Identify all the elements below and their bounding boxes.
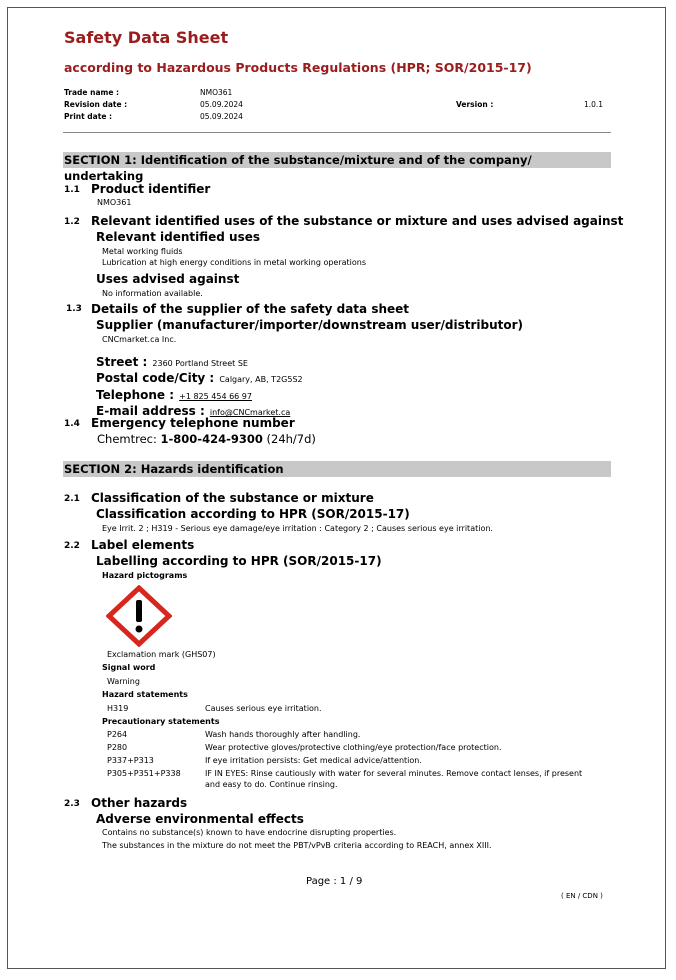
use-item-1: Metal working fluids (102, 247, 183, 256)
header-divider (63, 132, 611, 133)
precautionary-code: P337+P313 (107, 756, 154, 765)
signal-word-label: Signal word (102, 663, 156, 672)
s22-title: Label elements (91, 538, 195, 552)
trade-name-value: NMO361 (200, 88, 233, 97)
adverse-effects-text-2: The substances in the mixture do not meet the PBT/vPvB criteria according to REACH, annex XIII. (102, 841, 492, 850)
revision-date-value: 05.09.2024 (200, 100, 243, 109)
section-1-header: SECTION 1: Identification of the substance/mixture and of the company/ undertaking (63, 152, 611, 168)
s12-title: Relevant identified uses of the substance or mixture and uses advised against (91, 214, 624, 228)
s22-labelling-heading: Labelling according to HPR (SOR/2015-17) (96, 554, 382, 568)
document-title: Safety Data Sheet (64, 28, 229, 47)
print-date-value: 05.09.2024 (200, 112, 243, 121)
precautionary-code: P305+P351+P338 (107, 769, 181, 778)
email-label: E-mail address : (96, 404, 205, 418)
s12-relevant-uses-heading: Relevant identified uses (96, 230, 261, 244)
emergency-prefix: Chemtrec: (97, 432, 161, 446)
street-value: 2360 Portland Street SE (152, 359, 248, 368)
language-code: ( EN / CDN ) (561, 892, 603, 900)
section-2-header: SECTION 2: Hazards identification (63, 461, 611, 477)
version-label: Version : (456, 100, 494, 109)
s22-number: 2.2 (64, 541, 80, 551)
postal-value: Calgary, AB, T2G5S2 (219, 375, 303, 384)
street-label: Street : (96, 355, 148, 369)
version-value: 1.0.1 (584, 100, 604, 109)
hazard-statement-code: H319 (107, 704, 129, 713)
precautionary-text: IF IN EYES: Rinse cautiously with water for several minutes. Remove contact lenses, if present and easy to do. Continue rinsing. (205, 769, 583, 789)
postal-label: Postal code/City : (96, 371, 215, 385)
product-identifier-value: NMO361 (97, 198, 132, 207)
s14-number: 1.4 (64, 419, 80, 429)
s23-number: 2.3 (64, 799, 80, 809)
page-number: Page : 1 / 9 (306, 876, 363, 887)
precautionary-statements-label: Precautionary statements (102, 717, 220, 726)
classification-text: Eye Irrit. 2 ; H319 - Serious eye damage/eye irritation : Category 2 ; Causes serious eye irritation. (102, 524, 493, 533)
emergency-suffix: (24h/7d) (262, 432, 316, 446)
s23-title: Other hazards (91, 796, 188, 810)
telephone-link[interactable]: +1 825 454 66 97 (179, 392, 252, 401)
s11-title: Product identifier (91, 182, 211, 196)
revision-date-label: Revision date : (64, 100, 128, 109)
hazard-statement-text: Causes serious eye irritation. (205, 704, 322, 713)
emergency-number: 1-800-424-9300 (160, 432, 263, 446)
precautionary-text: Wash hands thoroughly after handling. (205, 730, 361, 739)
s14-title: Emergency telephone number (91, 416, 295, 430)
s13-title: Details of the supplier of the safety data sheet (91, 302, 410, 316)
s11-number: 1.1 (64, 185, 80, 195)
hazard-statements-label: Hazard statements (102, 690, 188, 699)
s21-title: Classification of the substance or mixture (91, 491, 374, 505)
signal-word-value: Warning (107, 677, 140, 686)
precautionary-text: Wear protective gloves/protective clothing/eye protection/face protection. (205, 743, 502, 752)
precautionary-code: P264 (107, 730, 128, 739)
precautionary-code: P280 (107, 743, 128, 752)
s23-adverse-effects-heading: Adverse environmental effects (96, 812, 304, 826)
s21-classification-heading: Classification according to HPR (SOR/2015-17) (96, 507, 410, 521)
print-date-label: Print date : (64, 112, 113, 121)
s12-uses-advised-against-heading: Uses advised against (96, 272, 240, 286)
pictogram-caption: Exclamation mark (GHS07) (107, 650, 216, 659)
use-item-2: Lubrication at high energy conditions in metal working operations (102, 258, 367, 267)
emergency-phone (97, 432, 316, 446)
document-subtitle: according to Hazardous Products Regulations (HPR; SOR/2015-17) (64, 60, 532, 75)
trade-name-label: Trade name : (64, 88, 120, 97)
s13-number: 1.3 (66, 304, 82, 314)
telephone-label: Telephone : (96, 388, 175, 402)
adverse-effects-text-1: Contains no substance(s) known to have endocrine disrupting properties. (102, 828, 397, 837)
s21-number: 2.1 (64, 494, 80, 504)
exclamation-mark-ghs07-icon (106, 585, 172, 647)
supplier-company: CNCmarket.ca Inc. (102, 335, 177, 344)
hazard-pictograms-label: Hazard pictograms (102, 571, 188, 580)
uses-advised-against-value: No information available. (102, 289, 203, 298)
s12-number: 1.2 (64, 217, 80, 227)
email-link[interactable]: info@CNCmarket.ca (209, 408, 291, 417)
precautionary-text: If eye irritation persists: Get medical advice/attention. (205, 756, 422, 765)
s13-supplier-heading: Supplier (manufacturer/importer/downstream user/distributor) (96, 318, 524, 332)
